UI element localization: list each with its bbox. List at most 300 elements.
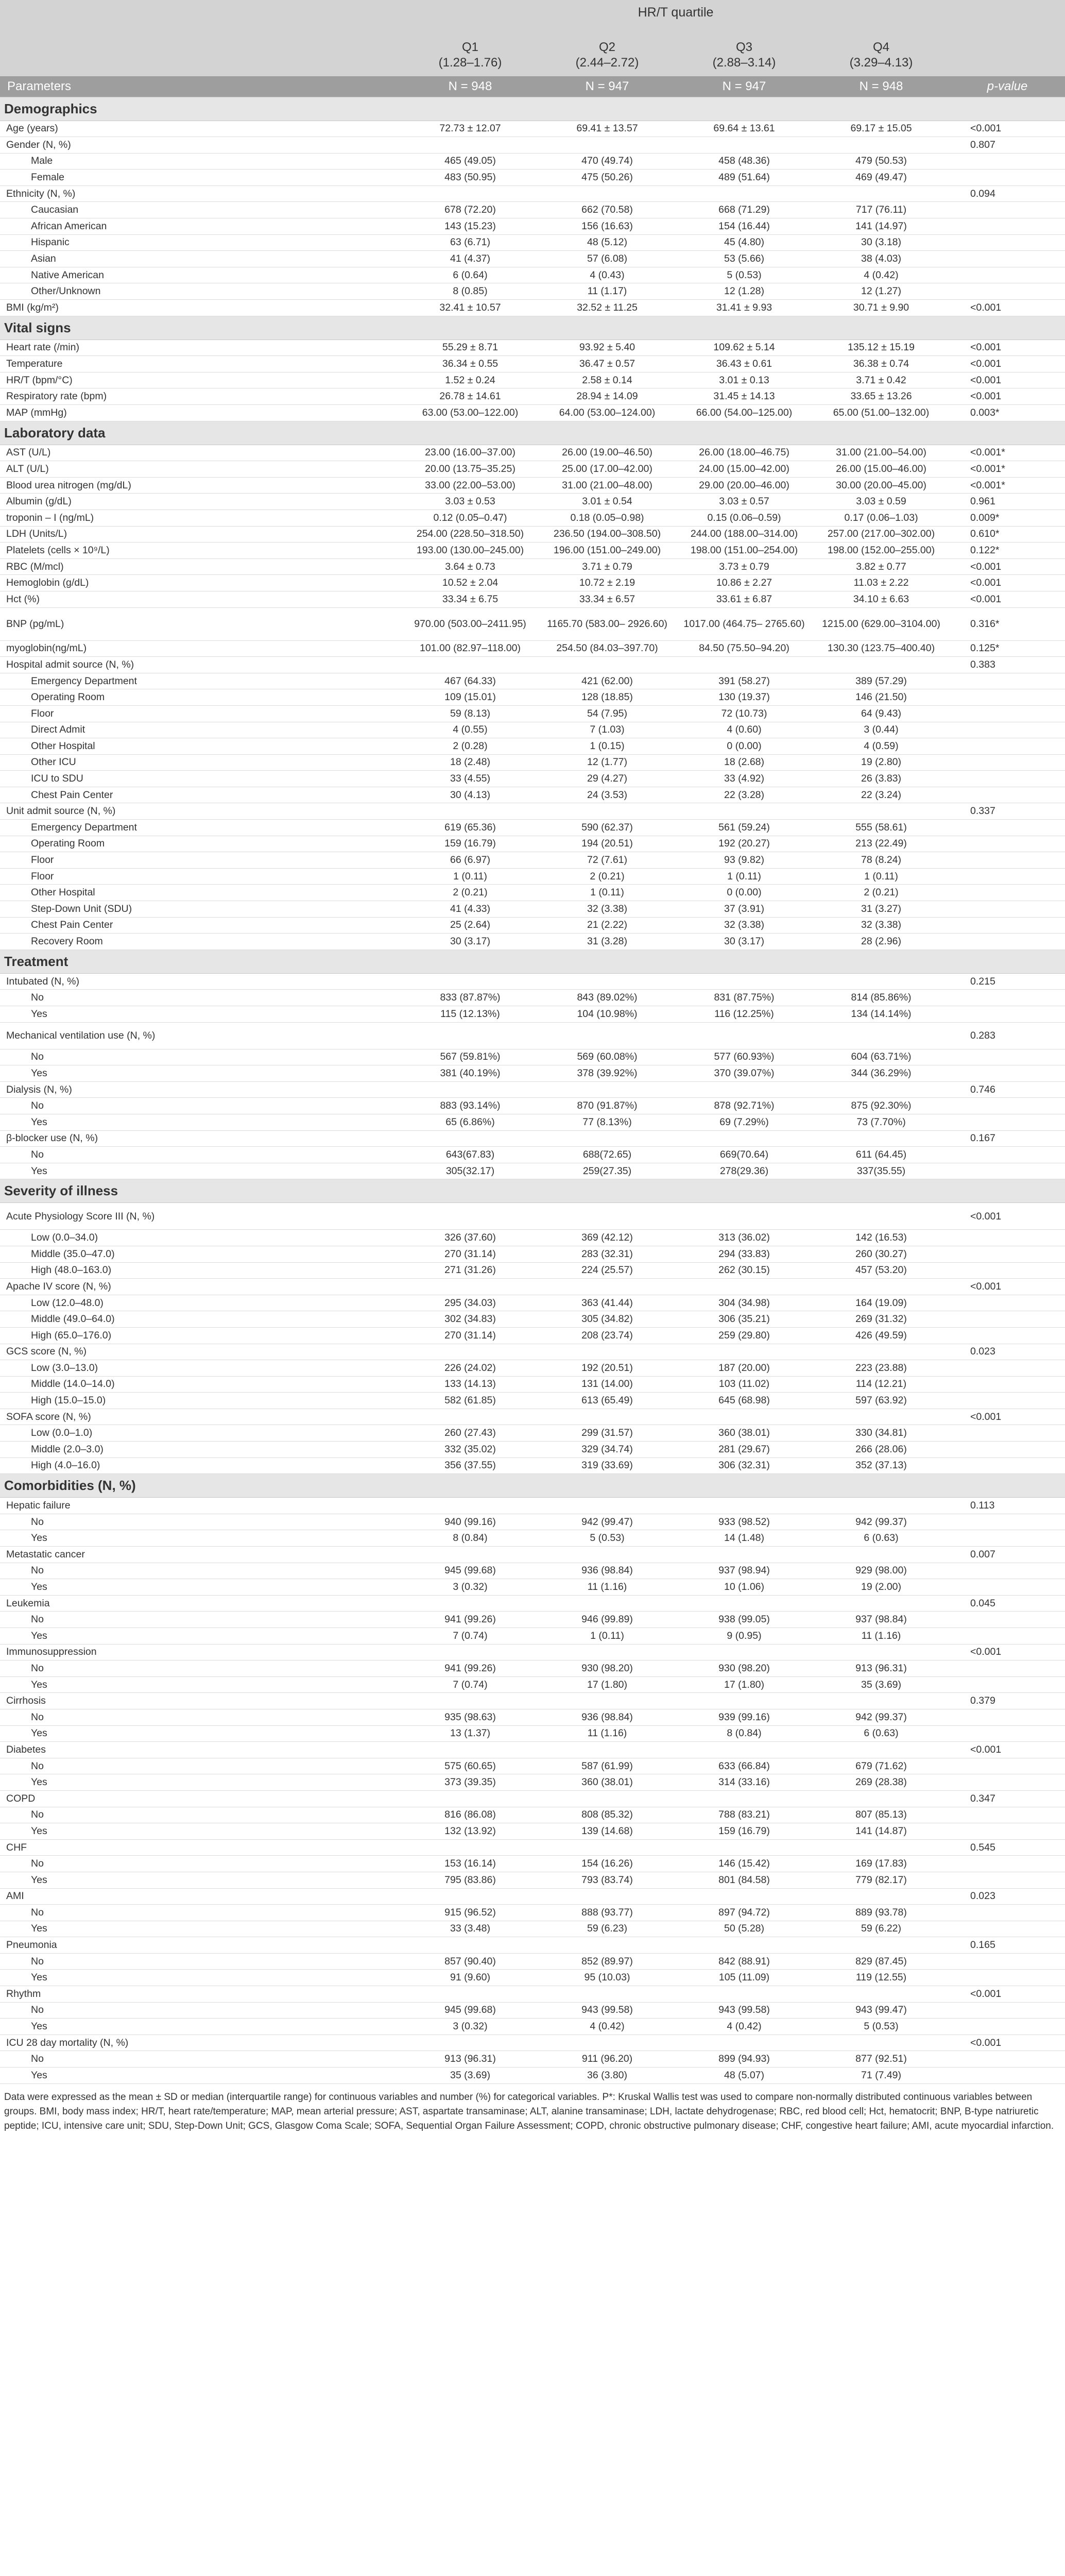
cell-q3: 9 (0.95) — [676, 1628, 813, 1645]
cell-q3: 561 (59.24) — [676, 820, 813, 836]
cell-q2: 26.00 (19.00–46.50) — [539, 445, 676, 461]
table-row — [0, 852, 1065, 869]
cell-q4 — [813, 1203, 950, 1230]
table-row — [0, 1790, 1065, 1807]
cell-pvalue — [950, 1246, 1065, 1262]
table-row — [0, 1725, 1065, 1742]
cell-q3 — [676, 1693, 813, 1709]
cell-q2: 3.01 ± 0.54 — [539, 494, 676, 510]
row-label: SOFA score (N, %) — [0, 1409, 402, 1425]
table-row — [0, 1986, 1065, 2003]
row-label: RBC (M/mcl) — [0, 558, 402, 575]
section-header — [0, 421, 1065, 445]
row-label: Dialysis (N, %) — [0, 1081, 402, 1098]
cell-q1: 30 (3.17) — [402, 934, 539, 950]
cell-q4: 164 (19.09) — [813, 1295, 950, 1311]
cell-q4: 814 (85.86%) — [813, 990, 950, 1006]
row-label: Male — [0, 153, 402, 170]
cell-q3: 5 (0.53) — [676, 267, 813, 283]
cell-q3 — [676, 137, 813, 154]
row-label: Yes — [0, 1628, 402, 1645]
cell-q3: 878 (92.71%) — [676, 1098, 813, 1114]
table-row — [0, 1279, 1065, 1295]
cell-q3 — [676, 1344, 813, 1360]
cell-pvalue: 0.383 — [950, 657, 1065, 673]
table-row — [0, 1709, 1065, 1725]
cell-q4: 31.00 (21.00–54.00) — [813, 445, 950, 461]
cell-q2: 3.71 ± 0.79 — [539, 558, 676, 575]
row-label: Leukemia — [0, 1595, 402, 1612]
row-label: Immunosuppression — [0, 1644, 402, 1660]
cell-q2: 131 (14.00) — [539, 1376, 676, 1393]
table-row — [0, 1660, 1065, 1677]
cell-pvalue — [950, 1262, 1065, 1279]
cell-q2: 31 (3.28) — [539, 934, 676, 950]
cell-q2: 254.50 (84.03–397.70) — [539, 640, 676, 657]
cell-q2: 54 (7.95) — [539, 705, 676, 722]
cell-q4: 22 (3.24) — [813, 787, 950, 803]
cell-q4 — [813, 657, 950, 673]
cell-q1: 2 (0.28) — [402, 738, 539, 755]
cell-q3 — [676, 1790, 813, 1807]
cell-q4: 426 (49.59) — [813, 1327, 950, 1344]
table-row — [0, 445, 1065, 461]
cell-q1: 3.03 ± 0.53 — [402, 494, 539, 510]
cell-pvalue — [950, 1393, 1065, 1409]
table-row — [0, 1498, 1065, 1514]
cell-q1 — [402, 137, 539, 154]
cell-q3 — [676, 1547, 813, 1563]
table-row — [0, 558, 1065, 575]
cell-q2: 2.58 ± 0.14 — [539, 372, 676, 388]
cell-q3: 18 (2.68) — [676, 754, 813, 771]
cell-pvalue — [950, 1311, 1065, 1328]
cell-q3 — [676, 1081, 813, 1098]
cell-q2: 936 (98.84) — [539, 1563, 676, 1579]
cell-q2: 192 (20.51) — [539, 1360, 676, 1377]
cell-q2: 283 (32.31) — [539, 1246, 676, 1262]
cell-q3 — [676, 1498, 813, 1514]
cell-q1 — [402, 1693, 539, 1709]
cell-q2: 590 (62.37) — [539, 820, 676, 836]
cell-pvalue — [950, 1530, 1065, 1547]
cell-q3: 10 (1.06) — [676, 1579, 813, 1596]
cell-q1: 254.00 (228.50–318.50) — [402, 526, 539, 543]
cell-q3: 12 (1.28) — [676, 283, 813, 300]
cell-q3: 22 (3.28) — [676, 787, 813, 803]
cell-q3: 831 (87.75%) — [676, 990, 813, 1006]
row-label: BMI (kg/m²) — [0, 300, 402, 316]
cell-q4: 877 (92.51) — [813, 2051, 950, 2067]
cell-q3 — [676, 1888, 813, 1905]
row-label: Yes — [0, 1774, 402, 1791]
cell-q4: 3.82 ± 0.77 — [813, 558, 950, 575]
cell-q4: 73 (7.70%) — [813, 1114, 950, 1130]
cell-q2 — [539, 1203, 676, 1230]
cell-q3: 4 (0.42) — [676, 2019, 813, 2035]
table-row — [0, 494, 1065, 510]
cell-q4: 479 (50.53) — [813, 153, 950, 170]
cell-q4: 555 (58.61) — [813, 820, 950, 836]
row-label: Yes — [0, 2019, 402, 2035]
row-label: No — [0, 1660, 402, 1677]
row-label: ICU to SDU — [0, 771, 402, 787]
cell-q4: 213 (22.49) — [813, 836, 950, 852]
section-title: Treatment — [0, 950, 1065, 973]
cell-q4: 942 (99.37) — [813, 1709, 950, 1725]
cell-q2 — [539, 657, 676, 673]
cell-q2: 470 (49.74) — [539, 153, 676, 170]
cell-q4: 943 (99.47) — [813, 2002, 950, 2019]
cell-q1: 3 (0.32) — [402, 2019, 539, 2035]
table-row — [0, 705, 1065, 722]
table-row — [0, 170, 1065, 186]
cell-q2: 852 (89.97) — [539, 1953, 676, 1970]
row-label: Step-Down Unit (SDU) — [0, 901, 402, 918]
cell-pvalue — [950, 1823, 1065, 1840]
table-row — [0, 1530, 1065, 1547]
cell-q2: 128 (18.85) — [539, 689, 676, 706]
cell-pvalue — [950, 202, 1065, 218]
parameters-header: Parameters — [0, 76, 402, 97]
cell-q4: 269 (31.32) — [813, 1311, 950, 1328]
cell-q1: 109 (15.01) — [402, 689, 539, 706]
cell-q4: 0.17 (0.06–1.03) — [813, 510, 950, 526]
row-label: Hospital admit source (N, %) — [0, 657, 402, 673]
cell-q2 — [539, 1409, 676, 1425]
header-blank — [0, 0, 402, 25]
row-label: High (65.0–176.0) — [0, 1327, 402, 1344]
cell-q3 — [676, 1644, 813, 1660]
cell-pvalue — [950, 934, 1065, 950]
cell-q1: 270 (31.14) — [402, 1246, 539, 1262]
cell-pvalue — [950, 852, 1065, 869]
cell-pvalue — [950, 1360, 1065, 1377]
cell-q4: 130.30 (123.75–400.40) — [813, 640, 950, 657]
row-label: No — [0, 1098, 402, 1114]
quartile-name: Q1 — [402, 25, 539, 56]
row-label: No — [0, 1953, 402, 1970]
cell-q3: 281 (29.67) — [676, 1442, 813, 1458]
table-row — [0, 405, 1065, 421]
table-row — [0, 868, 1065, 885]
cell-q2 — [539, 1595, 676, 1612]
cell-q2: 32 (3.38) — [539, 901, 676, 918]
cell-q4: 352 (37.13) — [813, 1458, 950, 1474]
cell-q3: 3.01 ± 0.13 — [676, 372, 813, 388]
cell-q3: 192 (20.27) — [676, 836, 813, 852]
cell-q1: 8 (0.84) — [402, 1530, 539, 1547]
cell-q3: 370 (39.07%) — [676, 1065, 813, 1082]
table-row — [0, 218, 1065, 235]
cell-q4: 30.00 (20.00–45.00) — [813, 477, 950, 494]
table-row — [0, 1595, 1065, 1612]
row-label: Middle (49.0–64.0) — [0, 1311, 402, 1328]
cell-q4 — [813, 1547, 950, 1563]
cell-q3: 32 (3.38) — [676, 917, 813, 934]
cell-pvalue: 0.746 — [950, 1081, 1065, 1098]
cell-pvalue: <0.001 — [950, 121, 1065, 137]
cell-q3: 3.03 ± 0.57 — [676, 494, 813, 510]
cell-pvalue: 0.023 — [950, 1888, 1065, 1905]
cell-pvalue — [950, 2051, 1065, 2067]
cell-q2: 36 (3.80) — [539, 2067, 676, 2084]
cell-q4: 142 (16.53) — [813, 1230, 950, 1246]
cell-q2: 72 (7.61) — [539, 852, 676, 869]
cell-pvalue — [950, 1425, 1065, 1442]
cell-q2: 29 (4.27) — [539, 771, 676, 787]
row-label: No — [0, 1758, 402, 1774]
cell-q3: 939 (99.16) — [676, 1709, 813, 1725]
cell-q1: 643(67.83) — [402, 1147, 539, 1163]
table-row — [0, 787, 1065, 803]
cell-q2: 662 (70.58) — [539, 202, 676, 218]
table-row — [0, 1114, 1065, 1130]
cell-q1 — [402, 185, 539, 202]
cell-pvalue: <0.001 — [950, 1279, 1065, 1295]
table-row — [0, 1758, 1065, 1774]
cell-q2: 11 (1.16) — [539, 1579, 676, 1596]
quartile-n: N = 947 — [676, 76, 813, 97]
cell-q1: 795 (83.86) — [402, 1872, 539, 1888]
cell-pvalue — [950, 836, 1065, 852]
cell-pvalue — [950, 1049, 1065, 1065]
cell-q2 — [539, 185, 676, 202]
cell-q1: 159 (16.79) — [402, 836, 539, 852]
cell-q3: 801 (84.58) — [676, 1872, 813, 1888]
cell-pvalue — [950, 1006, 1065, 1023]
cell-q4 — [813, 137, 950, 154]
row-label: Hct (%) — [0, 591, 402, 607]
cell-q1: 2 (0.21) — [402, 885, 539, 901]
cell-q1 — [402, 1203, 539, 1230]
table-row — [0, 372, 1065, 388]
table-row — [0, 1425, 1065, 1442]
cell-q2 — [539, 1279, 676, 1295]
row-label: Age (years) — [0, 121, 402, 137]
cell-q3: 30 (3.17) — [676, 934, 813, 950]
cell-q4 — [813, 1409, 950, 1425]
cell-q2: 11 (1.17) — [539, 283, 676, 300]
quartile-range: (1.28–1.76) — [402, 56, 539, 76]
cell-q1: 270 (31.14) — [402, 1327, 539, 1344]
cell-pvalue: 0.316* — [950, 607, 1065, 640]
cell-pvalue — [950, 1921, 1065, 1937]
cell-q3 — [676, 1839, 813, 1856]
row-label: Apache IV score (N, %) — [0, 1279, 402, 1295]
cell-q3: 187 (20.00) — [676, 1360, 813, 1377]
row-label: Mechanical ventilation use (N, %) — [0, 1022, 402, 1049]
table-row — [0, 300, 1065, 316]
cell-q3: 0 (0.00) — [676, 738, 813, 755]
table-row — [0, 771, 1065, 787]
row-label: Yes — [0, 1114, 402, 1130]
table-row — [0, 2019, 1065, 2035]
cell-q2: 194 (20.51) — [539, 836, 676, 852]
cell-q4 — [813, 1986, 950, 2003]
cell-q3: 93 (9.82) — [676, 852, 813, 869]
cell-q2: 305 (34.82) — [539, 1311, 676, 1328]
quartile-n: N = 948 — [402, 76, 539, 97]
table-row — [0, 1905, 1065, 1921]
cell-q2: 369 (42.12) — [539, 1230, 676, 1246]
cell-q2: 21 (2.22) — [539, 917, 676, 934]
row-label: Low (3.0–13.0) — [0, 1360, 402, 1377]
cell-q2 — [539, 1790, 676, 1807]
cell-pvalue: 0.165 — [950, 1937, 1065, 1954]
cell-pvalue: 0.610* — [950, 526, 1065, 543]
cell-q2: 25.00 (17.00–42.00) — [539, 461, 676, 478]
cell-q2: 942 (99.47) — [539, 1514, 676, 1530]
cell-q1: 91 (9.60) — [402, 1970, 539, 1986]
row-label: No — [0, 1514, 402, 1530]
pvalue-header: p-value — [950, 76, 1065, 97]
cell-q4: 611 (64.45) — [813, 1147, 950, 1163]
cell-q3: 0 (0.00) — [676, 885, 813, 901]
cell-pvalue: 0.283 — [950, 1022, 1065, 1049]
cell-pvalue — [950, 1676, 1065, 1693]
cell-q3: 4 (0.60) — [676, 722, 813, 738]
cell-q4: 829 (87.45) — [813, 1953, 950, 1970]
row-label: Yes — [0, 1725, 402, 1742]
cell-q1: 295 (34.03) — [402, 1295, 539, 1311]
cell-q2: 378 (39.92%) — [539, 1065, 676, 1082]
cell-q1: 1 (0.11) — [402, 868, 539, 885]
cell-q3: 10.86 ± 2.27 — [676, 575, 813, 591]
row-label: ALT (U/L) — [0, 461, 402, 478]
table-row — [0, 2067, 1065, 2084]
row-label: No — [0, 990, 402, 1006]
cell-q2: 1 (0.11) — [539, 1628, 676, 1645]
row-label: Respiratory rate (bpm) — [0, 388, 402, 405]
table-row — [0, 1022, 1065, 1049]
cell-q2: 943 (99.58) — [539, 2002, 676, 2019]
cell-q2: 36.47 ± 0.57 — [539, 356, 676, 372]
cell-q4 — [813, 1644, 950, 1660]
cell-q1: 3.64 ± 0.73 — [402, 558, 539, 575]
cell-pvalue — [950, 1065, 1065, 1082]
cell-pvalue: <0.001 — [950, 591, 1065, 607]
cell-q3: 66.00 (54.00–125.00) — [676, 405, 813, 421]
cell-q1: 260 (27.43) — [402, 1425, 539, 1442]
row-label: Low (0.0–1.0) — [0, 1425, 402, 1442]
cell-q4: 779 (82.17) — [813, 1872, 950, 1888]
cell-pvalue — [950, 1856, 1065, 1872]
row-label: myoglobin(ng/mL) — [0, 640, 402, 657]
table-row — [0, 673, 1065, 689]
row-label: Blood urea nitrogen (mg/dL) — [0, 477, 402, 494]
cell-pvalue — [950, 901, 1065, 918]
table-row — [0, 754, 1065, 771]
cell-q2: 236.50 (194.00–308.50) — [539, 526, 676, 543]
cell-q1: 941 (99.26) — [402, 1612, 539, 1628]
table-row — [0, 1693, 1065, 1709]
cell-q1: 6 (0.64) — [402, 267, 539, 283]
row-label: Temperature — [0, 356, 402, 372]
cell-pvalue: <0.001 — [950, 388, 1065, 405]
cell-q2: 28.94 ± 14.09 — [539, 388, 676, 405]
row-label: No — [0, 2002, 402, 2019]
row-label: AMI — [0, 1888, 402, 1905]
row-label: Emergency Department — [0, 673, 402, 689]
cell-q4: 269 (28.38) — [813, 1774, 950, 1791]
cell-q2: 421 (62.00) — [539, 673, 676, 689]
cell-q1: 381 (40.19%) — [402, 1065, 539, 1082]
cell-q3: 304 (34.98) — [676, 1295, 813, 1311]
table-row — [0, 340, 1065, 356]
cell-q1: 271 (31.26) — [402, 1262, 539, 1279]
cell-q4: 69.17 ± 15.05 — [813, 121, 950, 137]
cell-pvalue: <0.001* — [950, 461, 1065, 478]
cell-q2: 10.72 ± 2.19 — [539, 575, 676, 591]
cell-q1 — [402, 1742, 539, 1758]
cell-q4: 469 (49.47) — [813, 170, 950, 186]
cell-q3 — [676, 1742, 813, 1758]
cell-q1: 302 (34.83) — [402, 1311, 539, 1328]
row-label: β-blocker use (N, %) — [0, 1130, 402, 1147]
row-label: Yes — [0, 1921, 402, 1937]
cell-pvalue — [950, 1230, 1065, 1246]
cell-q1: 41 (4.37) — [402, 251, 539, 267]
cell-q3: 1 (0.11) — [676, 868, 813, 885]
cell-q3: 14 (1.48) — [676, 1530, 813, 1547]
cell-q1 — [402, 1344, 539, 1360]
row-label: Other Hospital — [0, 885, 402, 901]
row-label: Rhythm — [0, 1986, 402, 2003]
cell-q4 — [813, 1081, 950, 1098]
cell-q1: 133 (14.13) — [402, 1376, 539, 1393]
row-label: No — [0, 1709, 402, 1725]
cell-q1: 33.00 (22.00–53.00) — [402, 477, 539, 494]
row-label: Hemoglobin (g/dL) — [0, 575, 402, 591]
cell-q2: 48 (5.12) — [539, 234, 676, 251]
cell-q4: 32 (3.38) — [813, 917, 950, 934]
cell-q3: 50 (5.28) — [676, 1921, 813, 1937]
table-row — [0, 137, 1065, 154]
cell-q2: 33.34 ± 6.57 — [539, 591, 676, 607]
cell-q4: 119 (12.55) — [813, 1970, 950, 1986]
table-row — [0, 1872, 1065, 1888]
cell-q2: 11 (1.16) — [539, 1725, 676, 1742]
cell-q4: 135.12 ± 15.19 — [813, 340, 950, 356]
table-row — [0, 121, 1065, 137]
cell-q1: 18 (2.48) — [402, 754, 539, 771]
table-row — [0, 1563, 1065, 1579]
cell-pvalue — [950, 1872, 1065, 1888]
cell-pvalue — [950, 1098, 1065, 1114]
cell-q2: 31.00 (21.00–48.00) — [539, 477, 676, 494]
cell-q2: 5 (0.53) — [539, 1530, 676, 1547]
table-row — [0, 1081, 1065, 1098]
row-label: High (48.0–163.0) — [0, 1262, 402, 1279]
cell-q2: 93.92 ± 5.40 — [539, 340, 676, 356]
cell-q3: 360 (38.01) — [676, 1425, 813, 1442]
cell-q1: 59 (8.13) — [402, 705, 539, 722]
cell-q4: 65.00 (51.00–132.00) — [813, 405, 950, 421]
table-row — [0, 1393, 1065, 1409]
row-label: Yes — [0, 1676, 402, 1693]
cell-q3: 159 (16.79) — [676, 1823, 813, 1840]
table-row — [0, 1774, 1065, 1791]
cell-q3: 48 (5.07) — [676, 2067, 813, 2084]
cell-pvalue — [950, 1295, 1065, 1311]
row-label: Yes — [0, 1163, 402, 1179]
cell-pvalue — [950, 1612, 1065, 1628]
row-label: Low (0.0–34.0) — [0, 1230, 402, 1246]
row-label: Yes — [0, 1970, 402, 1986]
table-row — [0, 526, 1065, 543]
cell-q3: 33.61 ± 6.87 — [676, 591, 813, 607]
